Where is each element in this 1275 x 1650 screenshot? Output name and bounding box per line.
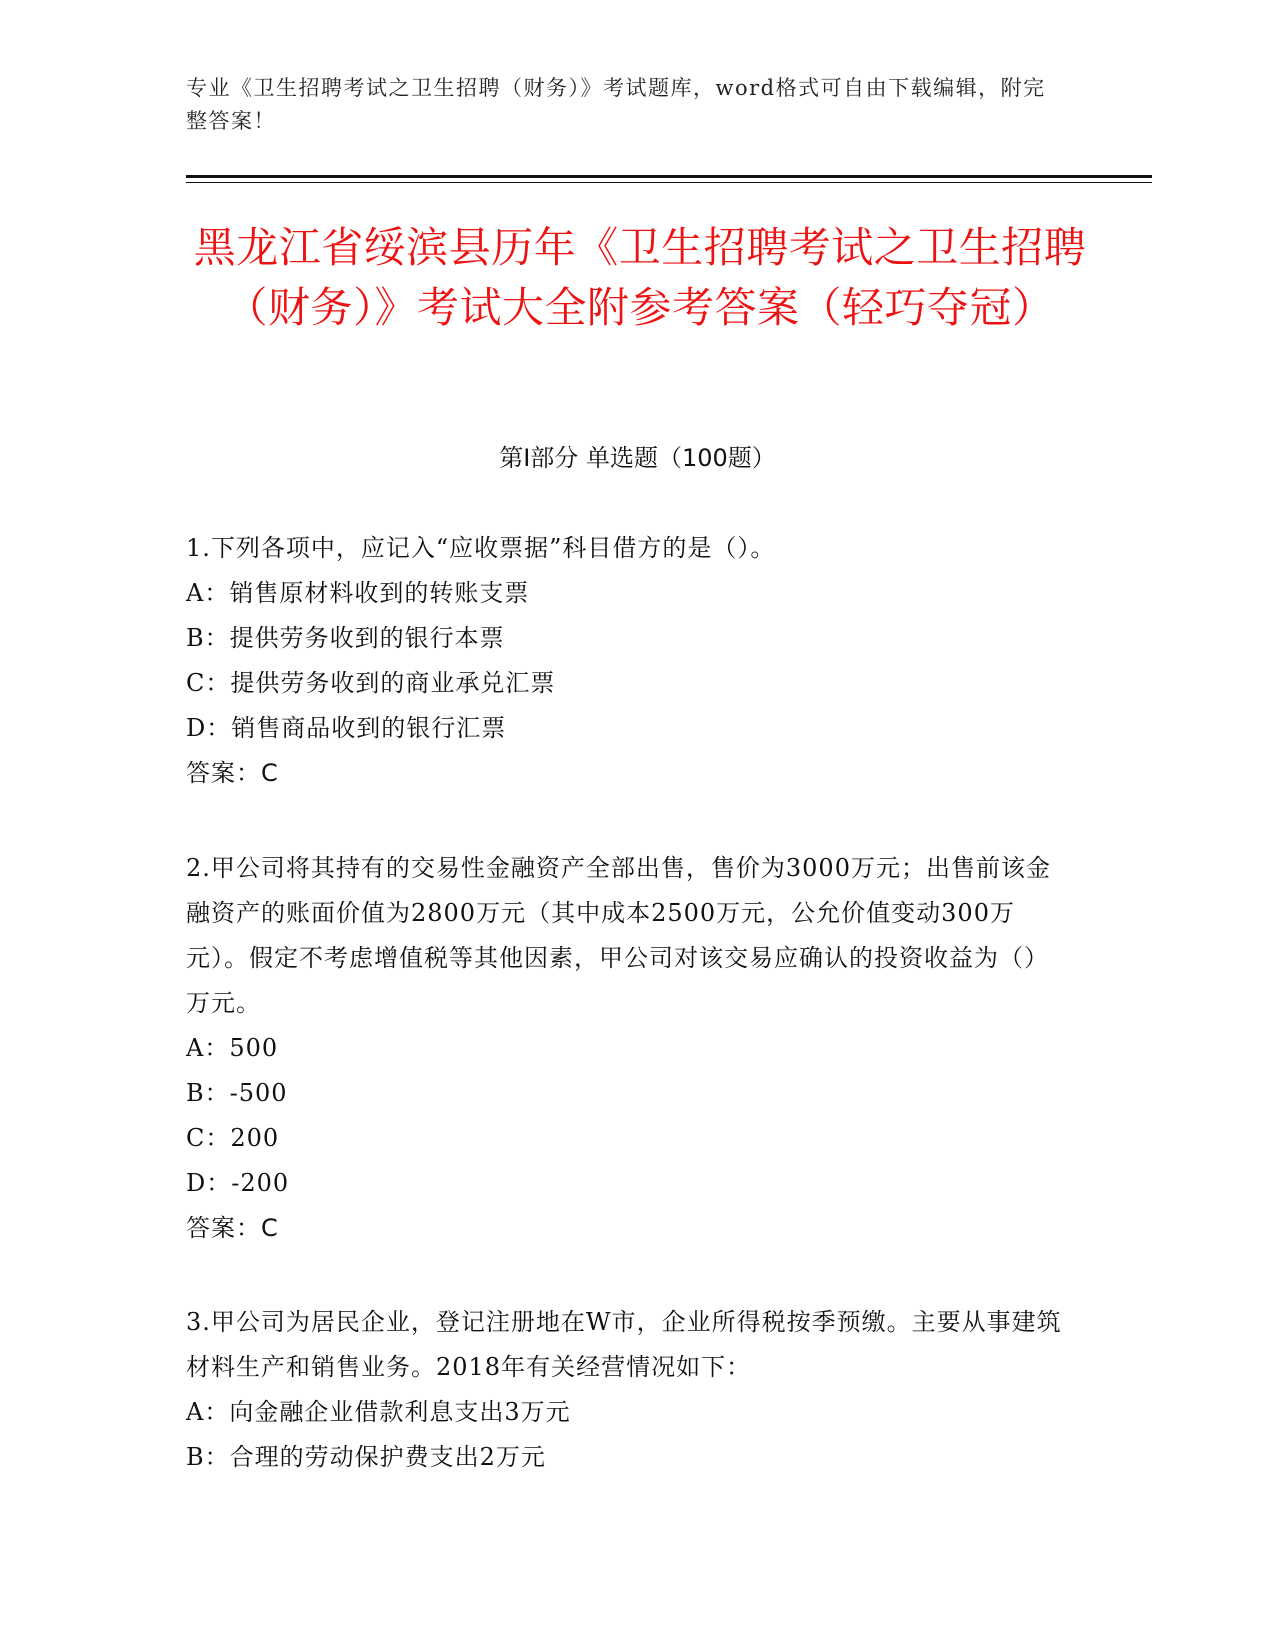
question-stem: 2.甲公司将其持有的交易性金融资产全部出售，售价为3000万元；出售前该金融资产的账面价值为2800万元（其中成本2500万元，公允价值变动300万元）。假定不考虑增值税等其他因素，甲公司对该交易应确认的投资收益为（）万元。 — [186, 854, 1051, 1017]
section-heading: 第Ⅰ部分 单选题（100题） — [499, 444, 776, 472]
question-stem: 3.甲公司为居民企业，登记注册地在W市，企业所得税按季预缴。主要从事建筑材料生产和销售业务。2018年有关经营情况如下： — [186, 1308, 1062, 1381]
option-a: A：向金融企业借款利息支出3万元 — [186, 1398, 571, 1426]
header-rule-thin — [186, 182, 1152, 183]
option-d: D：-200 — [186, 1169, 290, 1197]
question-2 — [186, 846, 1066, 1251]
question-stem: 1.下列各项中，应记入“应收票据”科目借方的是（）。 — [186, 534, 776, 562]
answer: 答案：C — [186, 759, 279, 787]
document-title: 黑龙江省绥滨县历年《卫生招聘考试之卫生招聘（财务）》考试大全附参考答案（轻巧夺冠） — [193, 223, 1087, 332]
option-b: B：提供劳务收到的银行本票 — [186, 624, 505, 652]
option-b: B：合理的劳动保护费支出2万元 — [186, 1443, 546, 1471]
header-rule-thick — [186, 175, 1152, 178]
question-3 — [186, 1300, 1066, 1480]
option-d: D：销售商品收到的银行汇票 — [186, 714, 507, 742]
answer: 答案：C — [186, 1214, 279, 1242]
option-c: C：200 — [186, 1124, 280, 1152]
option-a: A：500 — [186, 1034, 279, 1062]
question-1 — [186, 526, 1066, 796]
header-note: 专业《卫生招聘考试之卫生招聘（财务）》考试题库，word格式可自由下载编辑，附完整答案！ — [186, 76, 1046, 133]
option-b: B：-500 — [186, 1079, 288, 1107]
option-a: A：销售原材料收到的转账支票 — [186, 579, 530, 607]
option-c: C：提供劳务收到的商业承兑汇票 — [186, 669, 556, 697]
